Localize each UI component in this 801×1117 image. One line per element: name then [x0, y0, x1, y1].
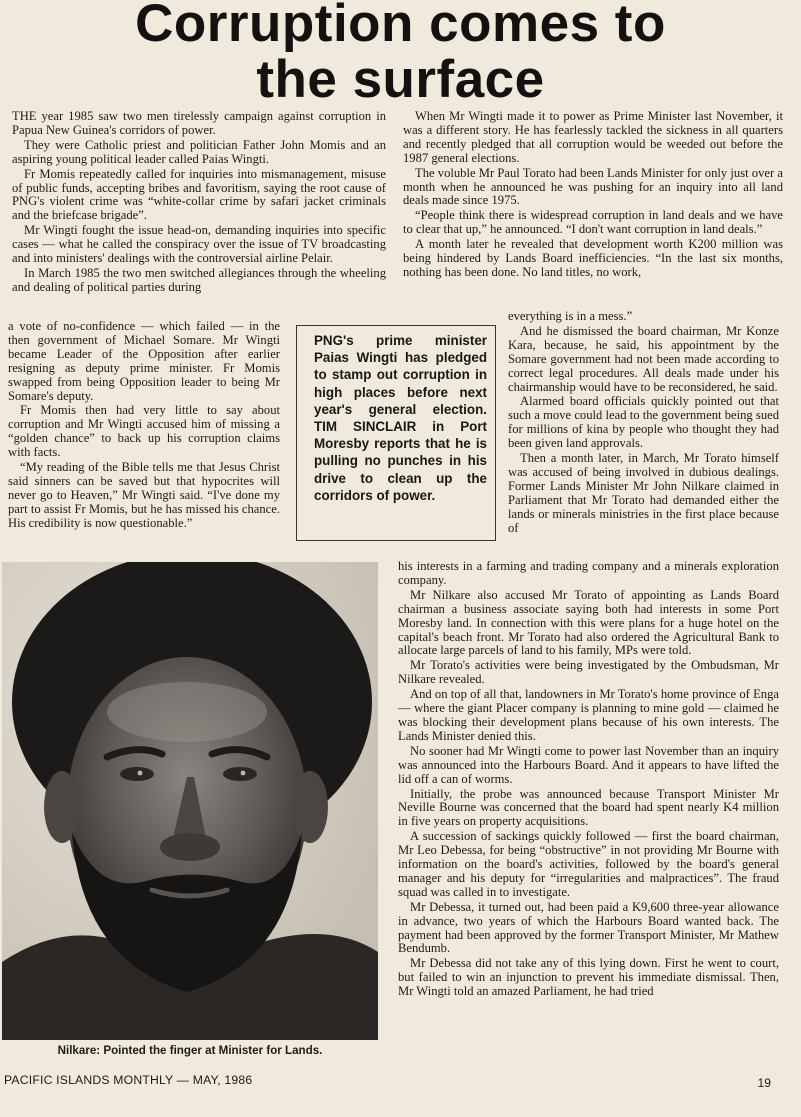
paragraph: “My reading of the Bible tells me that Jesus Christ said sinners can be saved but that hypocrites will never go to Heaven,” Mr Wingti said. “I've done my part to assist Fr Momis, but he has missed his chance. His credibility is now questionable.”: [8, 460, 280, 530]
paragraph: Mr Wingti fought the issue head-on, demanding inquiries into specific cases — what he called the conspiracy over the issue of TV broadcasting and into ministers' dealings with the controversial airline Pelair.: [12, 223, 386, 266]
page-number: 19: [757, 1076, 771, 1090]
paragraph: Fr Momis then had very little to say about corruption and Mr Wingti accused him of missing a “golden chance” to back up his corruption claims with facts.: [8, 403, 280, 460]
right-column-top: [403, 110, 783, 281]
paragraph: In March 1985 the two men switched allegiances through the wheeling and dealing of political parties during: [12, 265, 386, 294]
paragraph: And on top of all that, landowners in Mr Torato's home province of Enga — where the giant Placer company is planning to mine gold — claimed he was blocking their development plans because of his own interests. The Lands Minister denied this.: [398, 687, 779, 743]
paragraph: everything is in a mess.”: [508, 309, 633, 323]
photo-caption: Nilkare: Pointed the finger at Minister for Lands.: [57, 1044, 323, 1057]
left-column-top: [12, 110, 386, 296]
paragraph: Fr Momis repeatedly called for inquiries into mismanagement, misuse of public funds, accepting bribes and favoritism, saying the root cause of PNG's violent crime was “white-collar crime by safari jacket criminals and the briefcase brigade”.: [12, 166, 386, 223]
paragraph: a vote of no-confidence — which failed — in the then government of Michael Somare. Mr Wingti became Leader of the Opposition after earlier resigning as deputy prime minister. Fr Momis swapped from being Opposition leader to being Mr Somare's deputy.: [8, 319, 280, 403]
paragraph: Initially, the probe was announced because Transport Minister Mr Neville Bourne was concerned that the board had spent nearly K4 million in five years on property acquisitions.: [398, 786, 779, 829]
paragraph: “People think there is widespread corruption in land deals and we have to clear that up,” he announced. “I don't want corruption in land deals.”: [403, 208, 783, 237]
paragraph: And he dismissed the board chairman, Mr Konze Kara, because, he said, his appointment by the Somare government had not been made according to correct legal procedures. All deals made under his chairmanship would have to be reconsidered, he said.: [508, 323, 779, 394]
headline-line-2: the surface: [256, 50, 545, 109]
paragraph: The voluble Mr Paul Torato had been Lands Minister for only just over a month when he announced he was pushing for an inquiry into all land deals made since 1975.: [403, 165, 783, 208]
paragraph: THE year 1985 saw two men tirelessly campaign against corruption in Papua New Guinea's corridors of power.: [12, 109, 386, 137]
portrait-photo: [2, 562, 378, 1040]
paragraph: his interests in a farming and trading company and a minerals exploration company.: [398, 559, 779, 587]
paragraph: Mr Debessa, it turned out, had been paid a K9,600 three-year allowance in advance, two years of which the Harbours Board wanted back. The payment had been approved by the former Transport Minister, Mr Mathew Bendumb.: [398, 899, 779, 956]
paragraph: Mr Debessa did not take any of this lying down. First he went to court, but failed to win an injunction to prevent his immediate dismissal. Then, Mr Wingti told an amazed Parliament, he had tried: [398, 956, 779, 999]
paragraph: No sooner had Mr Wingti come to power last November than an inquiry was announced into the Harbours Board. And it appears to have lifted the lid off a can of worms.: [398, 743, 779, 786]
paragraph: Mr Torato's activities were being investigated by the Ombudsman, Mr Nilkare revealed.: [398, 658, 779, 687]
publication-footer: PACIFIC ISLANDS MONTHLY — MAY, 1986: [4, 1073, 253, 1087]
paragraph: A succession of sackings quickly followed — first the board chairman, Mr Leo Debessa, for being “obstructive” in not providing Mr Bourne with information on the board's activities, followed by the board's general manager and his deputy for “irregularities and malpractices”. The fraud squad was called in to investigate.: [398, 829, 779, 899]
paragraph: Then a month later, in March, Mr Torato himself was accused of being involved in dubious dealings. Former Lands Minister Mr John Nilkare claimed in Parliament that Mr Torato had demanded either the lands or minerals ministries in the first place because of: [508, 451, 779, 535]
paragraph: When Mr Wingti made it to power as Prime Minister last November, it was a different story. He has fearlessly tackled the sickness in all quarters and recently pledged that all corruption would be weeded out before the 1987 general elections.: [403, 109, 783, 165]
left-column-middle: [8, 320, 280, 532]
paragraph: They were Catholic priest and politician Father John Momis and an aspiring young political leader called Paias Wingti.: [12, 137, 386, 166]
right-column-bottom: [398, 560, 779, 1000]
portrait-photo-illustration: [2, 562, 378, 1040]
paragraph: Alarmed board officials quickly pointed out that such a move could lead to the government being sued for millions of kina by people who thought they had been given land approvals.: [508, 394, 779, 451]
pull-quote-box: PNG's prime minister Paias Wingti has pledged to stamp out corruption in high places before next year's general election. TIM SINCLAIR in Port Moresby reports that he is pulling no punches in his drive to clean up the corridors of power.: [296, 325, 496, 541]
paragraph: Mr Nilkare also accused Mr Torato of appointing as Lands Board chairman a business associate saying both had interests in some Port Moresby land. In connection with this were plans for a huge hotel on the capital's beach front. Mr Torato had also ordered the Agricultural Bank to allocate large parcels of land to his family, MPs were told.: [398, 587, 779, 658]
headline-line-1: Corruption comes to: [135, 0, 666, 53]
right-column-middle: [508, 310, 779, 537]
paragraph: A month later he revealed that development worth K200 million was being hindered by Lands Board inefficiencies. “In the last six months, nothing has been done. No land titles, no work,: [403, 237, 783, 279]
